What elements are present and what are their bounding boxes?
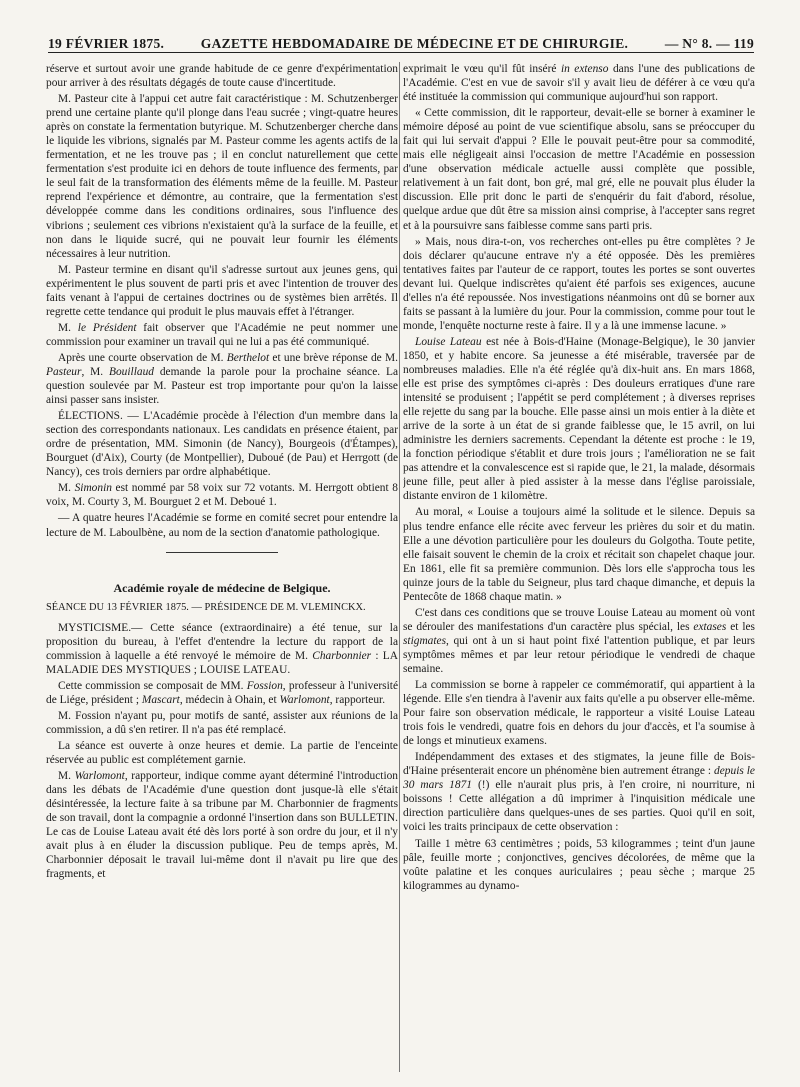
paragraph: » Mais, nous dira-t-on, vos recherches ont-elles pu être complètes ? Je dois déclarer qu'aucune entrave n'y a été opposée. Dès les premières tentatives faites par l'auteur de ce rapport, toutes les portes se sont ouvertes devant lui. Quelque indiscrètes qu'aient été parfois ses exigences, aucune d'elles n'a été repoussée. Nos investigations néanmoins ont dû se borner aux faits se passant à la lumière du jour. Pour la commission, comme pour tout le monde, l'enquête nocturne reste à faire. Il y a là une immense lacune. » (403, 235, 755, 332)
paragraph: Cette commission se composait de MM. Fossion, professeur à l'université de Liége, président ; Mascart, médecin à Ohain, et Warlomont, rapporteur. (46, 679, 398, 706)
person-name: Charbonnier (312, 649, 372, 662)
run-in-heading: MYSTICISME. (58, 621, 132, 634)
paragraph: Louise Lateau est née à Bois-d'Haine (Monage-Belgique), le 30 janvier 1850, et y habite encore. Sa jeunesse a été misérable, traversée par de nombreuses maladies. Elle n'a été réglée qu'à dix-huit ans. En mars 1868, elle est prise des symptômes ci-après : Des douleurs erratiques d'une rare intensité se produisent ; l'appétit se perd complétement ; à diverses reprises elle rejette du sang par la bouche. Elle passe ainsi un mois entier à la diète et arrive de la sorte à un état de si grande faiblesse que, le 15 avril, on lui administre les derniers sacrements. Cependant la détente est proche : le 19, la fonction périodique s'établit et dure trois jours ; l'amélioration ne se fait pas attendre et la convalescence est si rapide que, le 21, la malade, désormais jeune fille, peut aller à pied assister à la messe dans l'église paroissiale, distante environ de 1 kilomètre. (403, 335, 755, 503)
paragraph: M. Pasteur cite à l'appui cet autre fait caractéristique : M. Schutzenberger prend une certaine plante qu'il plonge dans l'eau sucrée ; vingt-quatre heures après on constate la fermentation butyrique. M. Schutzenberger cherche dans le liquide les vibrions, signalés par M. Pasteur comme les agents actifs de la fermentation, et ne les trouve pas ; il en conclut naturellement que cette fermentation s'est produite ici en dehors de toute influence des ferments, par le seul fait de la transformation des éléments même de la feuille. M. Pasteur reprend l'expérience et démontre, au contraire, que la fermentation s'est développée comme dans les conditions ordinaires, sous l'influence des vibrions ; seulement ces vibrions n'existaient qu'à la surface de la feuille, et non dans le liquide sucré, qui ne pouvait leur fournir les éléments nécessaires à leur nutrition. (46, 93, 398, 260)
paragraph: Indépendamment des extases et des stigmates, la jeune fille de Bois-d'Haine présenterait encore un phénomène bien autrement étrange : depuis le 30 mars 1871 (!) elle n'aurait plus pris, à l'en croire, ni nourriture, ni boissons ! Cette allégation a dû imprimer à l'inquisition médicale une direction particulière dans quelques-unes de ses parties. Quoi qu'il en soit, voici les traits principaux de cette observation : (403, 751, 755, 834)
person-name: le Président (77, 321, 137, 334)
person-name: Warlomont (279, 693, 330, 706)
paragraph: exprimait le vœu qu'il fût inséré in extenso dans l'une des publications de l'Académie. C'est en vue de savoir s'il y avait lieu de déférer à ce vœu qu'a été instituée la commission qui communique aujourd'hui son rapport. (403, 63, 755, 104)
right-column (403, 62, 755, 1077)
section-title: Académie royale de médecine de Belgique. (113, 580, 331, 595)
paragraph: M. Simonin est nommé par 58 voix sur 72 votants. M. Herrgott obtient 8 voix, M. Courty 3, M. Bourguet 2 et M. Deboué 1. (46, 482, 398, 509)
person-name: Fossion (246, 679, 283, 692)
paragraph: C'est dans ces conditions que se trouve Louise Lateau au moment où vont se dérouler des manifestations d'un caractère plus spécial, les extases et les stigmates, qui ont à un si haut point fixé l'attention publique, et par leurs symptômes mêmes et par leur retour périodique le vendredi de chaque semaine. (403, 606, 755, 675)
left-column (46, 62, 398, 1077)
header-journal-title: GAZETTE HEBDOMADAIRE DE MÉDECINE ET DE CHIRURGIE. (200, 36, 629, 51)
run-in-heading: ÉLECTIONS. (58, 410, 123, 423)
paragraph: M. le Président fait observer que l'Académie ne peut nommer une commission pour examiner un travail qui ne lui a pas été communiqué. (46, 321, 398, 348)
person-name: Berthelot (226, 351, 270, 364)
person-name: Pasteur (46, 365, 82, 378)
paragraph: « Cette commission, dit le rapporteur, devait-elle se borner à examiner le mémoire déposé au point de vue scientifique absolu, sans se préoccuper du fait qui lui servait d'appui ? Elle le pouvait peut-être pour sa commodité, mais elle négligeait ainsi l'occasion de mettre l'Académie en possession d'une observation médicale actuelle aussi complète que possible, relativement à un fait dont, bon gré, mal gré, elle ne pouvait plus éluder la discussion. Elle prit donc le parti de s'enquérir du fait d'abord, résolue, quelque ardue que dût être sa mission ainsi comprise, à l'accepter sans regret et à la poursuivre sans faiblesse comme sans parti pris. (403, 107, 755, 232)
person-name: Bouillaud (109, 365, 154, 378)
paragraph: M. Warlomont, rapporteur, indique comme ayant déterminé l'introduction dans les débats de l'Académie d'une question dont jusque-là elle s'était désintéressée, la lecture faite à sa tribune par M. Charbonnier de fragments de son travail, dont la compagnie a ordonné l'insertion dans son BULLETIN. Le cas de Louise Lateau avait été dès lors porté à son ordre du jour, et il n'y avait plus à en éluder la discussion publique. Peu de temps après, M. Charbonnier déposait le travail lui-même dont il n'avait pu lire que des fragments, et (46, 770, 398, 881)
paragraph: MYSTICISME.— Cette séance (extraordinaire) a été tenue, sur la proposition du bureau, à l'effet d'entendre la lecture du rapport de la commission à laquelle a été renvoyé le mémoire de M. Charbonnier : LA MALADIE DES MYSTIQUES ; LOUISE LATEAU. (46, 621, 398, 676)
person-name: Simonin (74, 482, 112, 495)
running-header (48, 28, 754, 53)
paragraph: Après une courte observation de M. Berthelot et une brève réponse de M. Pasteur, M. Bouillaud demande la parole pour la prochaine séance. La question soulevée par M. Pasteur est trop importante pour qu'on la laisse ainsi passer sans insister. (46, 351, 398, 407)
paragraph: réserve et surtout avoir une grande habitude de ce genre d'expérimentation pour arriver à des résultats dégagés de toute cause d'incertitude. (46, 63, 398, 90)
column-rule (399, 62, 400, 1072)
session-line: SÉANCE DU 13 FÉVRIER 1875. — PRÉSIDENCE DE M. VLEMINCKX. (46, 601, 366, 613)
person-name: Mascart (141, 693, 180, 706)
person-name: Warlomont (74, 770, 125, 783)
paragraph: M. Pasteur termine en disant qu'il s'adresse surtout aux jeunes gens, qui expérimentent le plus souvent de parti pris et avec l'intention de trouver des faits venant à l'appui de certaines doctrines ou de systèmes bien arrêtés. Il regrette cette tendance qui produit le plus mauvais effet à l'étranger. (46, 263, 398, 318)
paragraph: Au moral, « Louise a toujours aimé la solitude et le silence. Depuis sa plus tendre enfance elle récite avec ferveur les prières du soir et du matin. Elle a une dévotion particulière pour les douleurs du Golgotha. Toute petite, elle faisait souvent le chemin de la croix et récitait son chapelet chaque jour. En 1861, elle fit sa première communion. Dès lors elle s'approcha tous les quinze jours de la table du Seigneur, plus tard chaque dimanche, et depuis la Pentecôte de 1868 chaque matin. » (403, 506, 755, 603)
person-name: Louise Lateau (415, 335, 482, 348)
paragraph: La séance est ouverte à onze heures et demie. La partie de l'enceinte réservée au public est complétement garnie. (46, 740, 398, 767)
section-divider (166, 552, 279, 553)
paragraph: La commission se borne à rappeler ce commémoratif, qui appartient à la légende. Elle s'en tiendra à l'avenir aux faits qu'elle a pu observer elle-même. Pour faire son observation médicale, le rapporteur a visité Louise Lateau trois fois le vendredi, quatre fois en dehors du jour d'accès, et l'a soumise à de longs et minutieux examens. (403, 679, 755, 748)
paragraph: — A quatre heures l'Académie se forme en comité secret pour entendre la lecture de M. Laboulbène, au nom de la section d'anatomie pathologique. (46, 512, 398, 539)
paragraph: Taille 1 mètre 63 centimètres ; poids, 53 kilogrammes ; teint d'un jaune pâle, feuille morte ; conjonctives, gencives décolorées, de même que la voûte palatine et les conques auriculaires ; peau sèche ; marque 25 kilogrammes au dynamo- (403, 837, 755, 892)
paragraph: M. Fossion n'ayant pu, pour motifs de santé, assister aux réunions de la commission, a dû s'en retirer. Il n'a pas été remplacé. (46, 709, 398, 736)
paragraph: ÉLECTIONS. — L'Académie procède à l'élection d'un membre dans la section des correspondants nationaux. Les candidats en présence étaient, par ordre de présentation, MM. Simonin (de Nancy), Bourgeois (d'Étampes), Bourguet (d'Aix), Courty (de Montpellier), Duboué (de Pau) et Herrgott (de Nancy), ces trois derniers par ordre alphabétique. (46, 410, 398, 479)
header-date: 19 FÉVRIER 1875. (48, 36, 165, 51)
header-issue-page: — N° 8. — 119 (664, 36, 754, 51)
